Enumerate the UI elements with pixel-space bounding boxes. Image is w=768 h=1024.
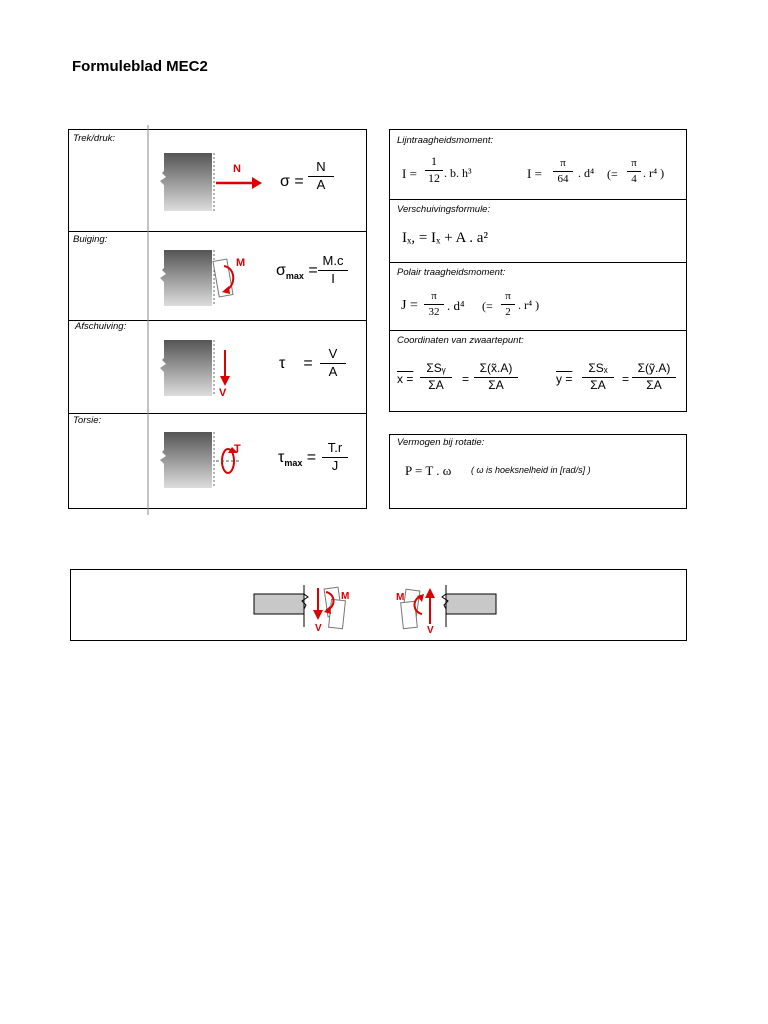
fraction-sx-sa: ΣSₓ ΣA <box>582 362 614 393</box>
beam-block-trek <box>160 153 220 213</box>
formula-i-circle-rest: . d⁴ <box>578 166 595 180</box>
fraction-pi-32: π 32 <box>424 290 444 318</box>
centroid-y-lhs: y = <box>556 372 573 386</box>
fraction-pi-2: π 2 <box>501 290 515 318</box>
label-polair-traagheidsmoment: Polair traagheidsmoment: <box>397 267 506 278</box>
label-coordinaten-zwaartepunt: Coordinaten van zwaartepunt: <box>397 335 524 346</box>
left-m-label: M <box>341 591 350 602</box>
fraction-sy-sa: ΣSᵧ ΣA <box>420 362 452 393</box>
force-label-n: N <box>233 163 241 175</box>
fraction-1-12: 1 12 <box>425 155 443 186</box>
force-label-v: V <box>219 387 227 399</box>
power-note: ( ω is hoeksnelheid in [rad/s] ) <box>471 465 591 475</box>
force-label-m: M <box>236 257 246 269</box>
formula-polar-rest: . d⁴ <box>447 298 465 313</box>
symbol-sigma: σ = <box>280 173 304 190</box>
sign-convention-panel <box>70 569 687 641</box>
right-m-label: M <box>396 592 405 603</box>
formula-i-rect-lhs: I = <box>402 166 417 181</box>
section-label-buiging: Buiging: <box>73 234 108 245</box>
right-shear-arrow-icon <box>400 586 440 636</box>
divider <box>389 330 687 331</box>
label-lijntraagheidsmoment: Lijntraagheidsmoment: <box>397 135 494 146</box>
fraction-v-over-a: V A <box>320 347 346 380</box>
label-vermogen-rotatie: Vermogen bij rotatie: <box>397 437 485 448</box>
symbol-tau-max: $\tau_{max}$ = <box>278 449 317 469</box>
formula-power: P = T . ω <box>405 463 452 478</box>
formula-i-rect-rest: . b. h³ <box>444 166 472 180</box>
fraction-pi-64: π 64 <box>553 157 573 185</box>
v-arrow-icon <box>219 350 231 390</box>
section-label-afschuiving: Afschuiving: <box>75 321 127 332</box>
formula-i-circle-lhs: I = <box>527 166 542 181</box>
fraction-n-over-a: N A <box>308 160 334 193</box>
formula-polar-prest: . r⁴ ) <box>518 298 540 312</box>
left-v-label: V <box>315 623 322 634</box>
page-title: Formuleblad MEC2 <box>72 58 208 75</box>
beam-left-segment <box>254 583 314 643</box>
formula-polar-lhs: J = <box>401 298 418 313</box>
symbol-tau: τ = <box>279 355 313 372</box>
fraction-sya-sa: Σ(ỹ.A) ΣA <box>632 362 676 393</box>
beam-block-torsie <box>160 432 220 492</box>
section-label-trek: Trek/druk: <box>73 133 116 144</box>
symbol-sigma-max: $\sigma_{max}$ = <box>276 262 318 282</box>
formula-steiner: Iₓ, = Iₓ + A . a² <box>402 230 488 246</box>
force-label-t: T <box>234 443 241 455</box>
fraction-mc-over-i: M.c I <box>318 254 348 287</box>
formula-i-circle-prest: . r⁴ ) <box>643 166 665 180</box>
centroid-y-eq: = <box>622 372 630 386</box>
beam-block-buiging <box>160 250 220 310</box>
wall-line <box>148 125 150 515</box>
fraction-pi-4: π 4 <box>627 157 641 185</box>
beam-right-segment <box>440 583 500 643</box>
formula-polar-paren: (= <box>482 299 493 313</box>
fraction-sxa-sa: Σ(x̃.A) ΣA <box>474 362 518 393</box>
beam-block-afschuiving <box>160 340 220 400</box>
divider <box>68 231 367 232</box>
label-verschuivingsformule: Verschuivingsformule: <box>397 204 491 215</box>
centroid-x-eq: = <box>462 372 470 386</box>
section-label-torsie: Torsie: <box>73 415 102 426</box>
centroid-x-lhs: x = <box>397 372 414 386</box>
divider <box>68 413 367 414</box>
divider <box>389 262 687 263</box>
formula-i-circle-paren: (= <box>607 167 618 181</box>
fraction-tr-over-j: T.r J <box>322 441 348 474</box>
n-arrow-icon <box>216 175 266 195</box>
right-v-label: V <box>427 625 434 636</box>
divider <box>389 199 687 200</box>
